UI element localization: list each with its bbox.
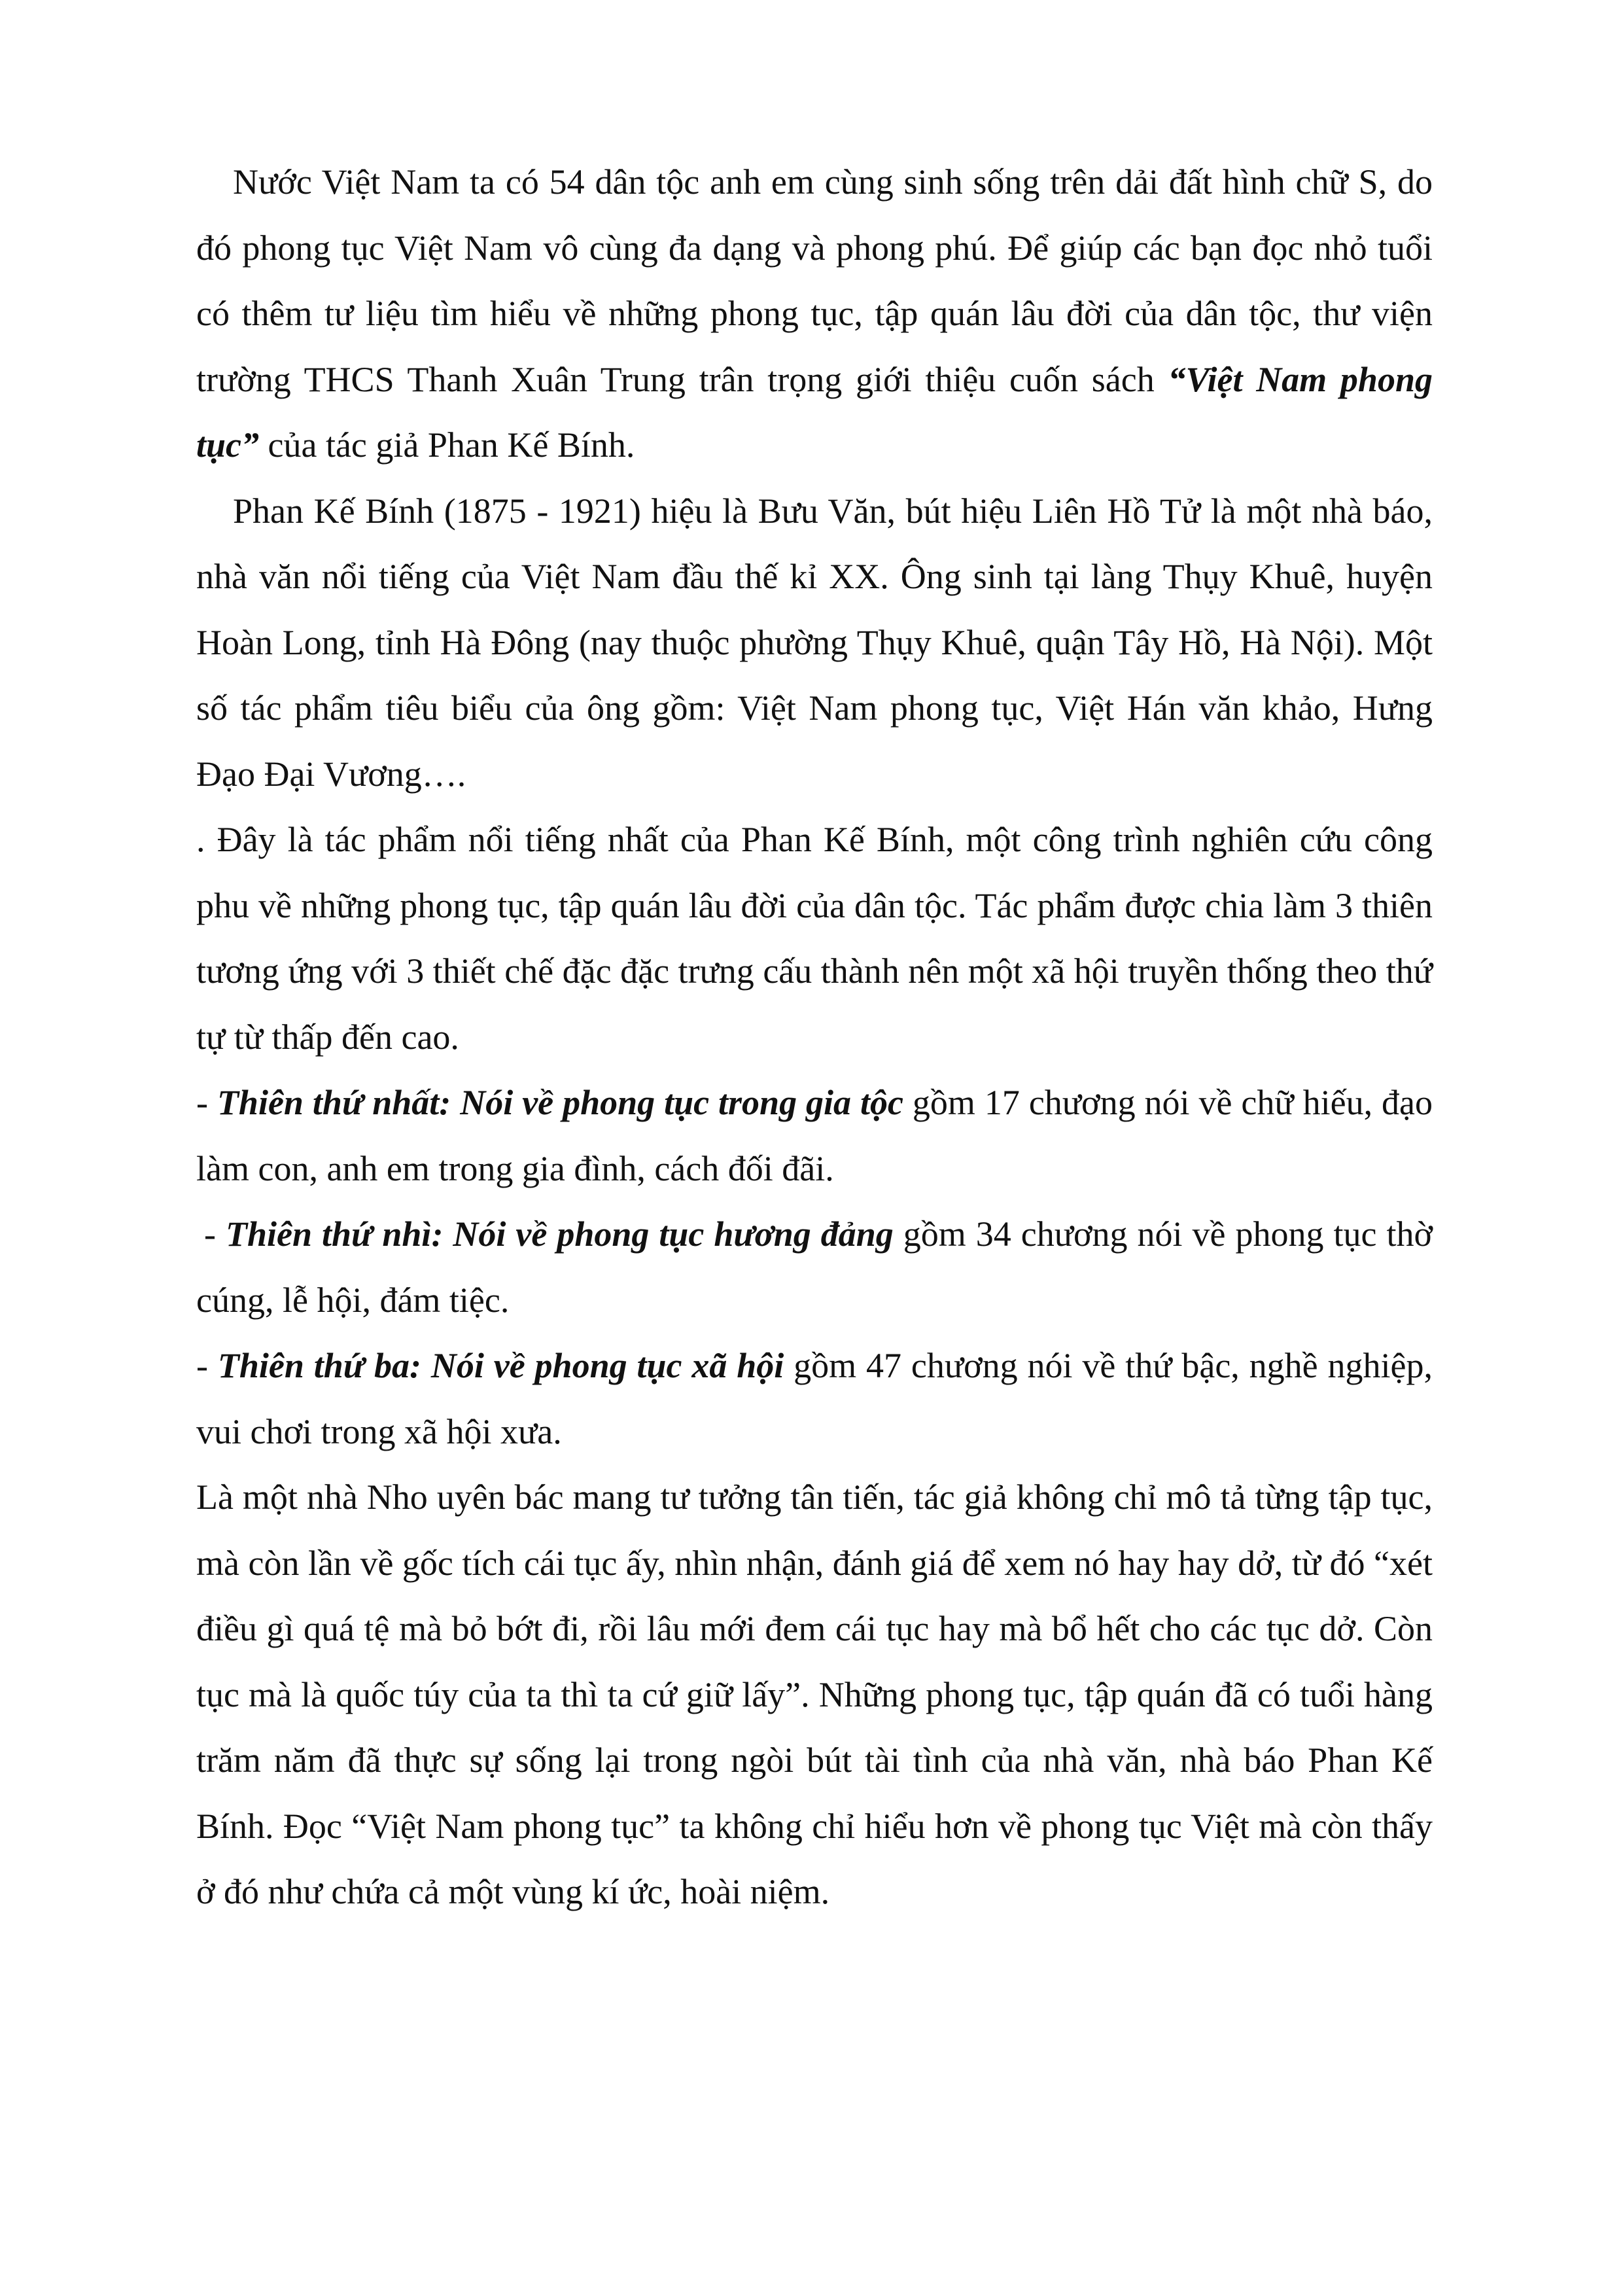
section-text: gồm 17 chương nói về chữ hiếu, đạo làm con, anh em trong gia đình, cách đối đãi. — [196, 1083, 1433, 1188]
section-title: Thiên thứ nhì: Nói về phong tục hương đảng — [225, 1214, 894, 1254]
section-bullet: - — [196, 1346, 218, 1385]
author-paragraph: Phan Kế Bính (1875 - 1921) hiệu là Bưu Văn, bút hiệu Liên Hồ Tử là một nhà báo, nhà văn nổi tiếng của Việt Nam đầu thế kỉ XX. Ông sinh tại làng Thụy Khuê, huyện Hoàn Long, tỉnh Hà Đông (nay thuộc phường Thụy Khuê, quận Tây Hồ, Hà Nội). Một số tác phẩm tiêu biểu của ông gồm: Việt Nam phong tục, Việt Hán văn khảo, Hưng Đạo Đại Vương…. — [196, 491, 1433, 794]
section-bullet: - — [196, 1083, 217, 1122]
section-item-3 — [196, 1333, 1433, 1464]
section-bullet: - — [204, 1214, 226, 1254]
section-text: gồm 47 chương nói về thứ bậc, nghề nghiệp, vui chơi trong xã hội xưa. — [196, 1346, 1433, 1451]
document-page — [196, 149, 1433, 1925]
section-item-1 — [196, 1070, 1433, 1201]
work-paragraph: . Đây là tác phẩm nổi tiếng nhất của Phan Kế Bính, một công trình nghiên cứu công phu về những phong tục, tập quán lâu đời của dân tộc. Tác phẩm được chia làm 3 thiên tương ứng với 3 thiết chế đặc đặc trưng cấu thành nên một xã hội truyền thống theo thứ tự từ thấp đến cao. — [196, 820, 1433, 1057]
book-title: “Việt Nam phong tục” — [196, 359, 1433, 465]
section-title: Thiên thứ ba: Nói về phong tục xã hội — [217, 1346, 784, 1385]
section-item-2 — [196, 1201, 1433, 1333]
closing-paragraph: Là một nhà Nho uyên bác mang tư tưởng tân tiến, tác giả không chỉ mô tả từng tập tục, mà còn lần về gốc tích cái tục ấy, nhìn nhận, đánh giá để xem nó hay hay dở, từ đó “xét điều gì quá tệ mà bỏ bớt đi, rồi lâu mới đem cái tục hay mà bổ hết cho các tục dở. Còn tục mà là quốc túy của ta thì ta cứ giữ lấy”. Những phong tục, tập quán đã có tuổi hàng trăm năm đã thực sự sống lại trong ngòi bút tài tình của nhà văn, nhà báo Phan Kế Bính. Đọc “Việt Nam phong tục” ta không chỉ hiểu hơn về phong tục Việt mà còn thấy ở đó như chứa cả một vùng kí ức, hoài niệm. — [196, 1477, 1433, 1911]
intro-text: Nước Việt Nam ta có 54 dân tộc anh em cùng sinh sống trên dải đất hình chữ S, do đó phong tục Việt Nam vô cùng đa dạng và phong phú. Để giúp các bạn đọc nhỏ tuổi có thêm tư liệu tìm hiểu về những phong tục, tập quán lâu đời của dân tộc, thư viện trường THCS Thanh Xuân Trung trân trọng giới thiệu cuốn sách — [196, 162, 1433, 399]
section-text: gồm 34 chương nói về phong tục thờ cúng, lễ hội, đám tiệc. — [196, 1214, 1433, 1320]
intro-text-end: của tác giả Phan Kế Bính. — [259, 425, 635, 465]
intro-paragraph — [196, 149, 1433, 478]
section-title: Thiên thứ nhất: Nói về phong tục trong gia tộc — [217, 1083, 903, 1122]
